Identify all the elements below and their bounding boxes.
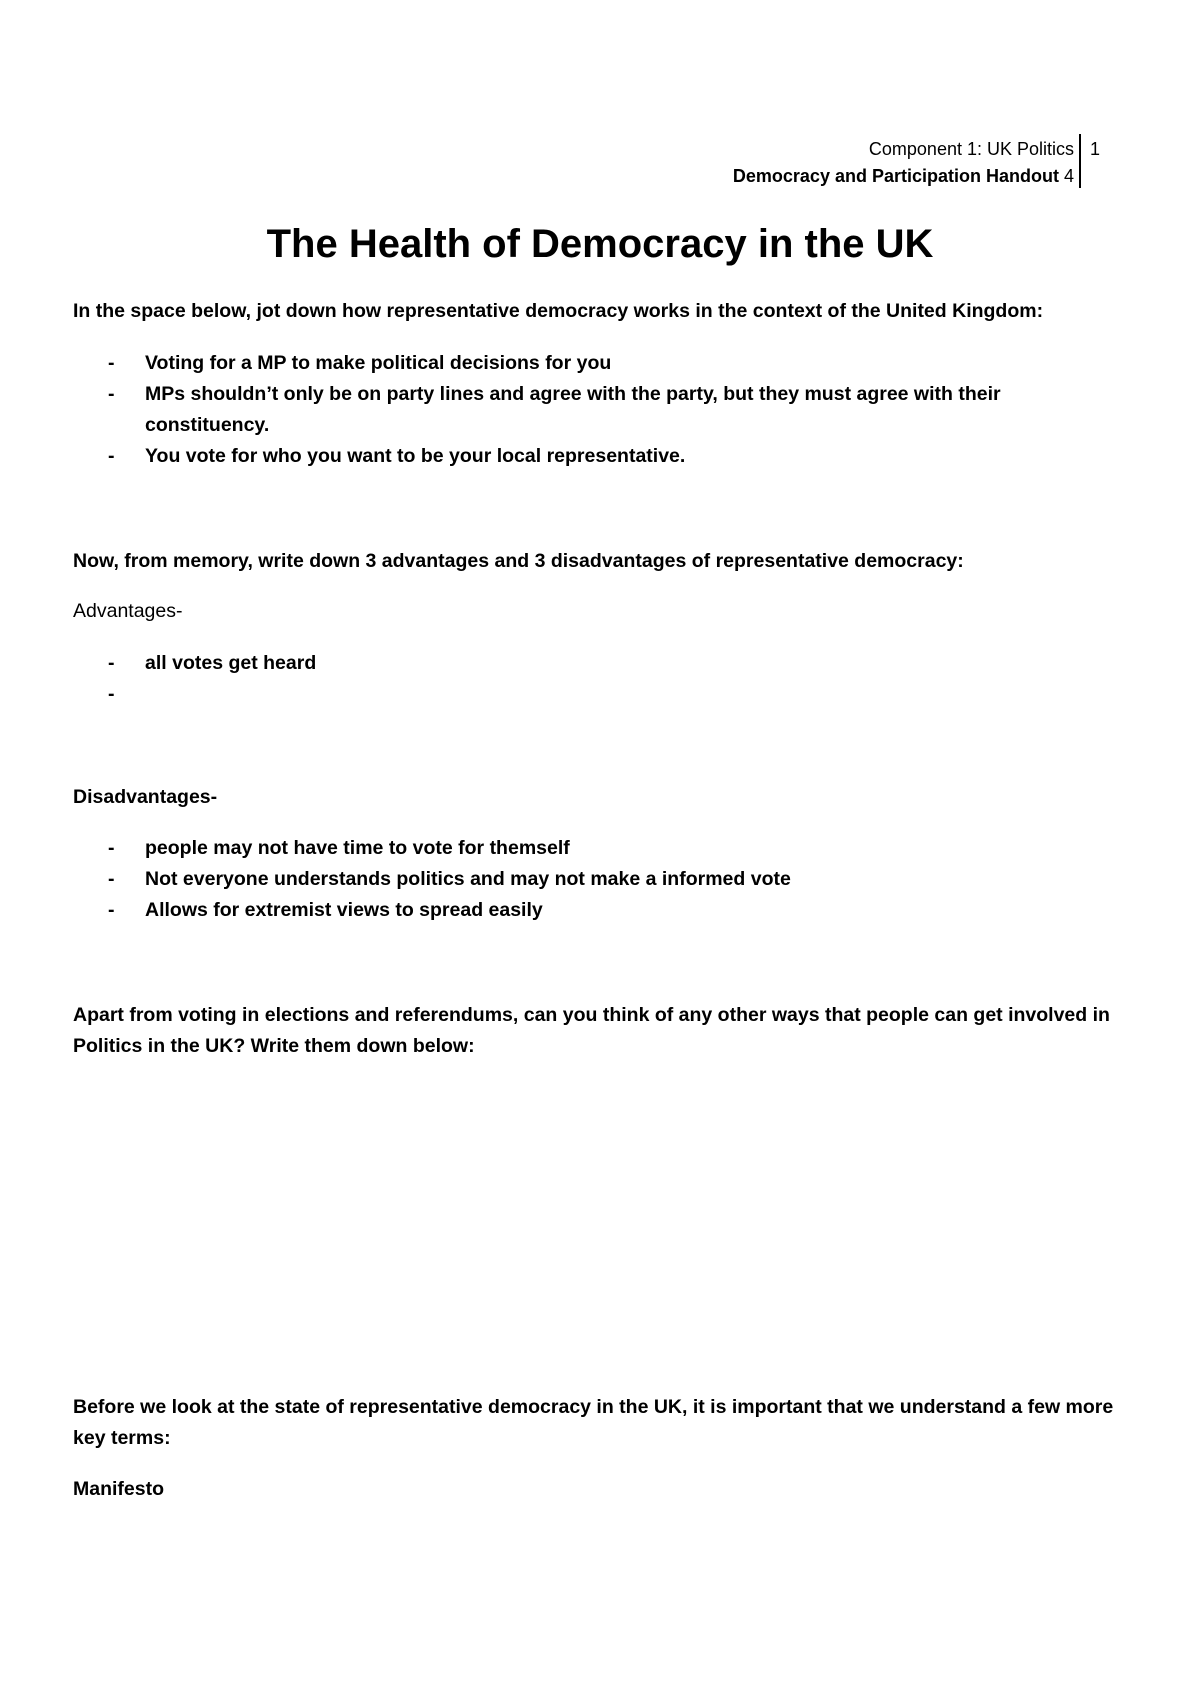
- disadvantages-list: [73, 833, 1093, 926]
- list-item: [73, 348, 1093, 379]
- page-title: The Health of Democracy in the UK: [266, 222, 934, 266]
- section3-prompt: Apart from voting in elections and referendums, can you think of any other ways that people can get involved in Politics in the UK? Write them down below:: [73, 1004, 1110, 1057]
- list-item: [73, 441, 1093, 472]
- list-item-text: Not everyone understands politics and may not make a informed vote: [145, 868, 791, 890]
- header-handout: Democracy and Participation Handout: [732, 166, 1059, 186]
- list-item-text: all votes get heard: [145, 652, 317, 674]
- list-item-text: Voting for a MP to make political decisions for you: [145, 352, 612, 374]
- list-item: [73, 648, 1093, 679]
- key-term-manifesto: Manifesto: [73, 1478, 165, 1500]
- advantages-label: Advantages-: [73, 600, 183, 622]
- bullet-dash: -: [108, 899, 115, 921]
- bullet-dash: -: [108, 837, 115, 859]
- list-item: [73, 833, 1093, 864]
- list-item: [73, 895, 1093, 926]
- list-item-text: people may not have time to vote for themself: [145, 837, 570, 859]
- bullet-dash: -: [108, 383, 115, 405]
- header-component: Component 1: UK Politics: [868, 139, 1074, 159]
- bullet-dash: -: [108, 445, 115, 467]
- advantages-list: [73, 648, 1093, 705]
- header-divider: [1079, 134, 1081, 188]
- section1-prompt: In the space below, jot down how representative democracy works in the context of the United Kingdom:: [73, 300, 1044, 322]
- page-header: [733, 136, 1074, 190]
- list-item: [73, 379, 1093, 441]
- header-handout-number: 4: [1063, 166, 1074, 186]
- section2-prompt: Now, from memory, write down 3 advantages and 3 disadvantages of representative democracy:: [73, 550, 964, 572]
- section4-prompt: Before we look at the state of representative democracy in the UK, it is important that we understand a few more key terms:: [73, 1396, 1114, 1449]
- bullet-dash: -: [108, 652, 115, 674]
- section1-list: [73, 348, 1093, 472]
- bullet-dash: -: [108, 868, 115, 890]
- bullet-dash: -: [108, 683, 115, 705]
- list-item-text: You vote for who you want to be your local representative.: [145, 445, 686, 467]
- list-item: [73, 864, 1093, 895]
- header-handout-line: [733, 163, 1074, 190]
- list-item-text: MPs shouldn’t only be on party lines and agree with the party, but they must agree with their constituency.: [145, 383, 1001, 436]
- bullet-dash: -: [108, 352, 115, 374]
- page-number: 1: [1090, 139, 1101, 159]
- disadvantages-label: Disadvantages-: [73, 786, 218, 808]
- list-item-text: Allows for extremist views to spread easily: [145, 899, 543, 921]
